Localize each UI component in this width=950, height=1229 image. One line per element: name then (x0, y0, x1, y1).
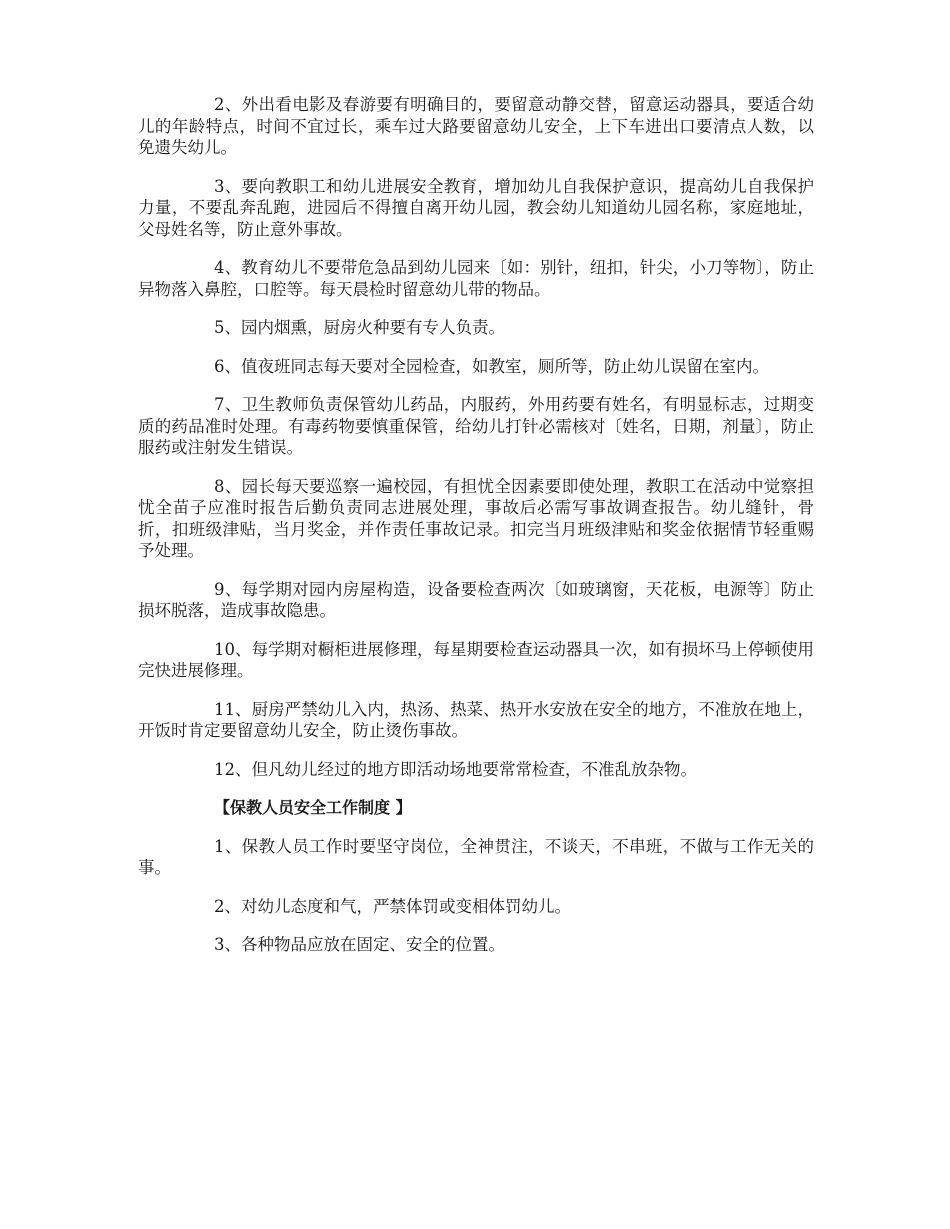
paragraph-rule-7: 7、卫生教师负责保管幼儿药品，内服药，外用药要有姓名，有明显标志，过期变质的药品准时处理。有毒药物要慎重保管，给幼儿打针必需核对〔姓名，日期，剂量〕，防止服药或注射发生错误。 (138, 395, 814, 457)
paragraph-rule-9: 9、每学期对园内房屋构造，设备要检查两次〔如玻璃窗，天花板，电源等〕防止损坏脱落，造成事故隐患。 (138, 579, 814, 620)
paragraph-rule-8: 8、园长每天要巡察一遍校园，有担忧全因素要即使处理，教职工在活动中觉察担忧全苗子应准时报告后勤负责同志进展处理，事故后必需写事故调查报告。幼儿缝针，骨折，扣班级津贴，当月奖金，并作责任事故记录。扣完当月班级津贴和奖金依据情节轻重赐予处理。 (138, 476, 814, 560)
paragraph-rule-2: 2、外出看电影及春游要有明确目的，要留意动静交替，留意运动器具，要适合幼儿的年龄特点，时间不宜过长，乘车过大路要留意幼儿安全，上下车进出口要清点人数，以免遗失幼儿。 (138, 95, 814, 157)
paragraph-staff-rule-1: 1、保教人员工作时要坚守岗位，全神贯注，不谈天，不串班，不做与工作无关的事。 (138, 836, 814, 877)
document-body (138, 94, 814, 973)
section-heading: 【保教人员安全工作制度 】 (214, 798, 412, 817)
paragraph-rule-3: 3、要向教职工和幼儿进展安全教育，增加幼儿自我保护意识，提高幼儿自我保护力量，不要乱奔乱跑，进园后不得擅自离开幼儿园，教会幼儿知道幼儿园名称，家庭地址，父母姓名等，防止意外事故。 (138, 176, 814, 239)
paragraph-staff-rule-2: 2、对幼儿态度和气，严禁体罚或变相体罚幼儿。 (214, 896, 571, 916)
paragraph-rule-11: 11、厨房严禁幼儿入内，热汤、热菜、热开水安放在安全的地方，不准放在地上，开饭时肯定要留意幼儿安全，防止烫伤事故。 (138, 699, 814, 740)
paragraph-rule-5: 5、园内烟熏，厨房火种要有专人负责。 (214, 318, 505, 337)
paragraph-staff-rule-3: 3、各种物品应放在固定、安全的位置。 (214, 935, 505, 954)
paragraph-rule-10: 10、每学期对橱柜进展修理，每星期要检查运动器具一次，如有损坏马上停顿使用完快进展修理。 (138, 639, 814, 680)
paragraph-rule-4: 4、教育幼儿不要带危急品到幼儿园来〔如：别针，纽扣，针尖，小刀等物〕，防止异物落入鼻腔，口腔等。每天晨检时留意幼儿带的物品。 (138, 258, 814, 299)
paragraph-rule-6: 6、值夜班同志每天要对全园检查，如教室，厕所等，防止幼儿误留在室内。 (214, 356, 769, 376)
paragraph-rule-12: 12、但凡幼儿经过的地方即活动场地要常常检查，不准乱放杂物。 (214, 759, 697, 779)
